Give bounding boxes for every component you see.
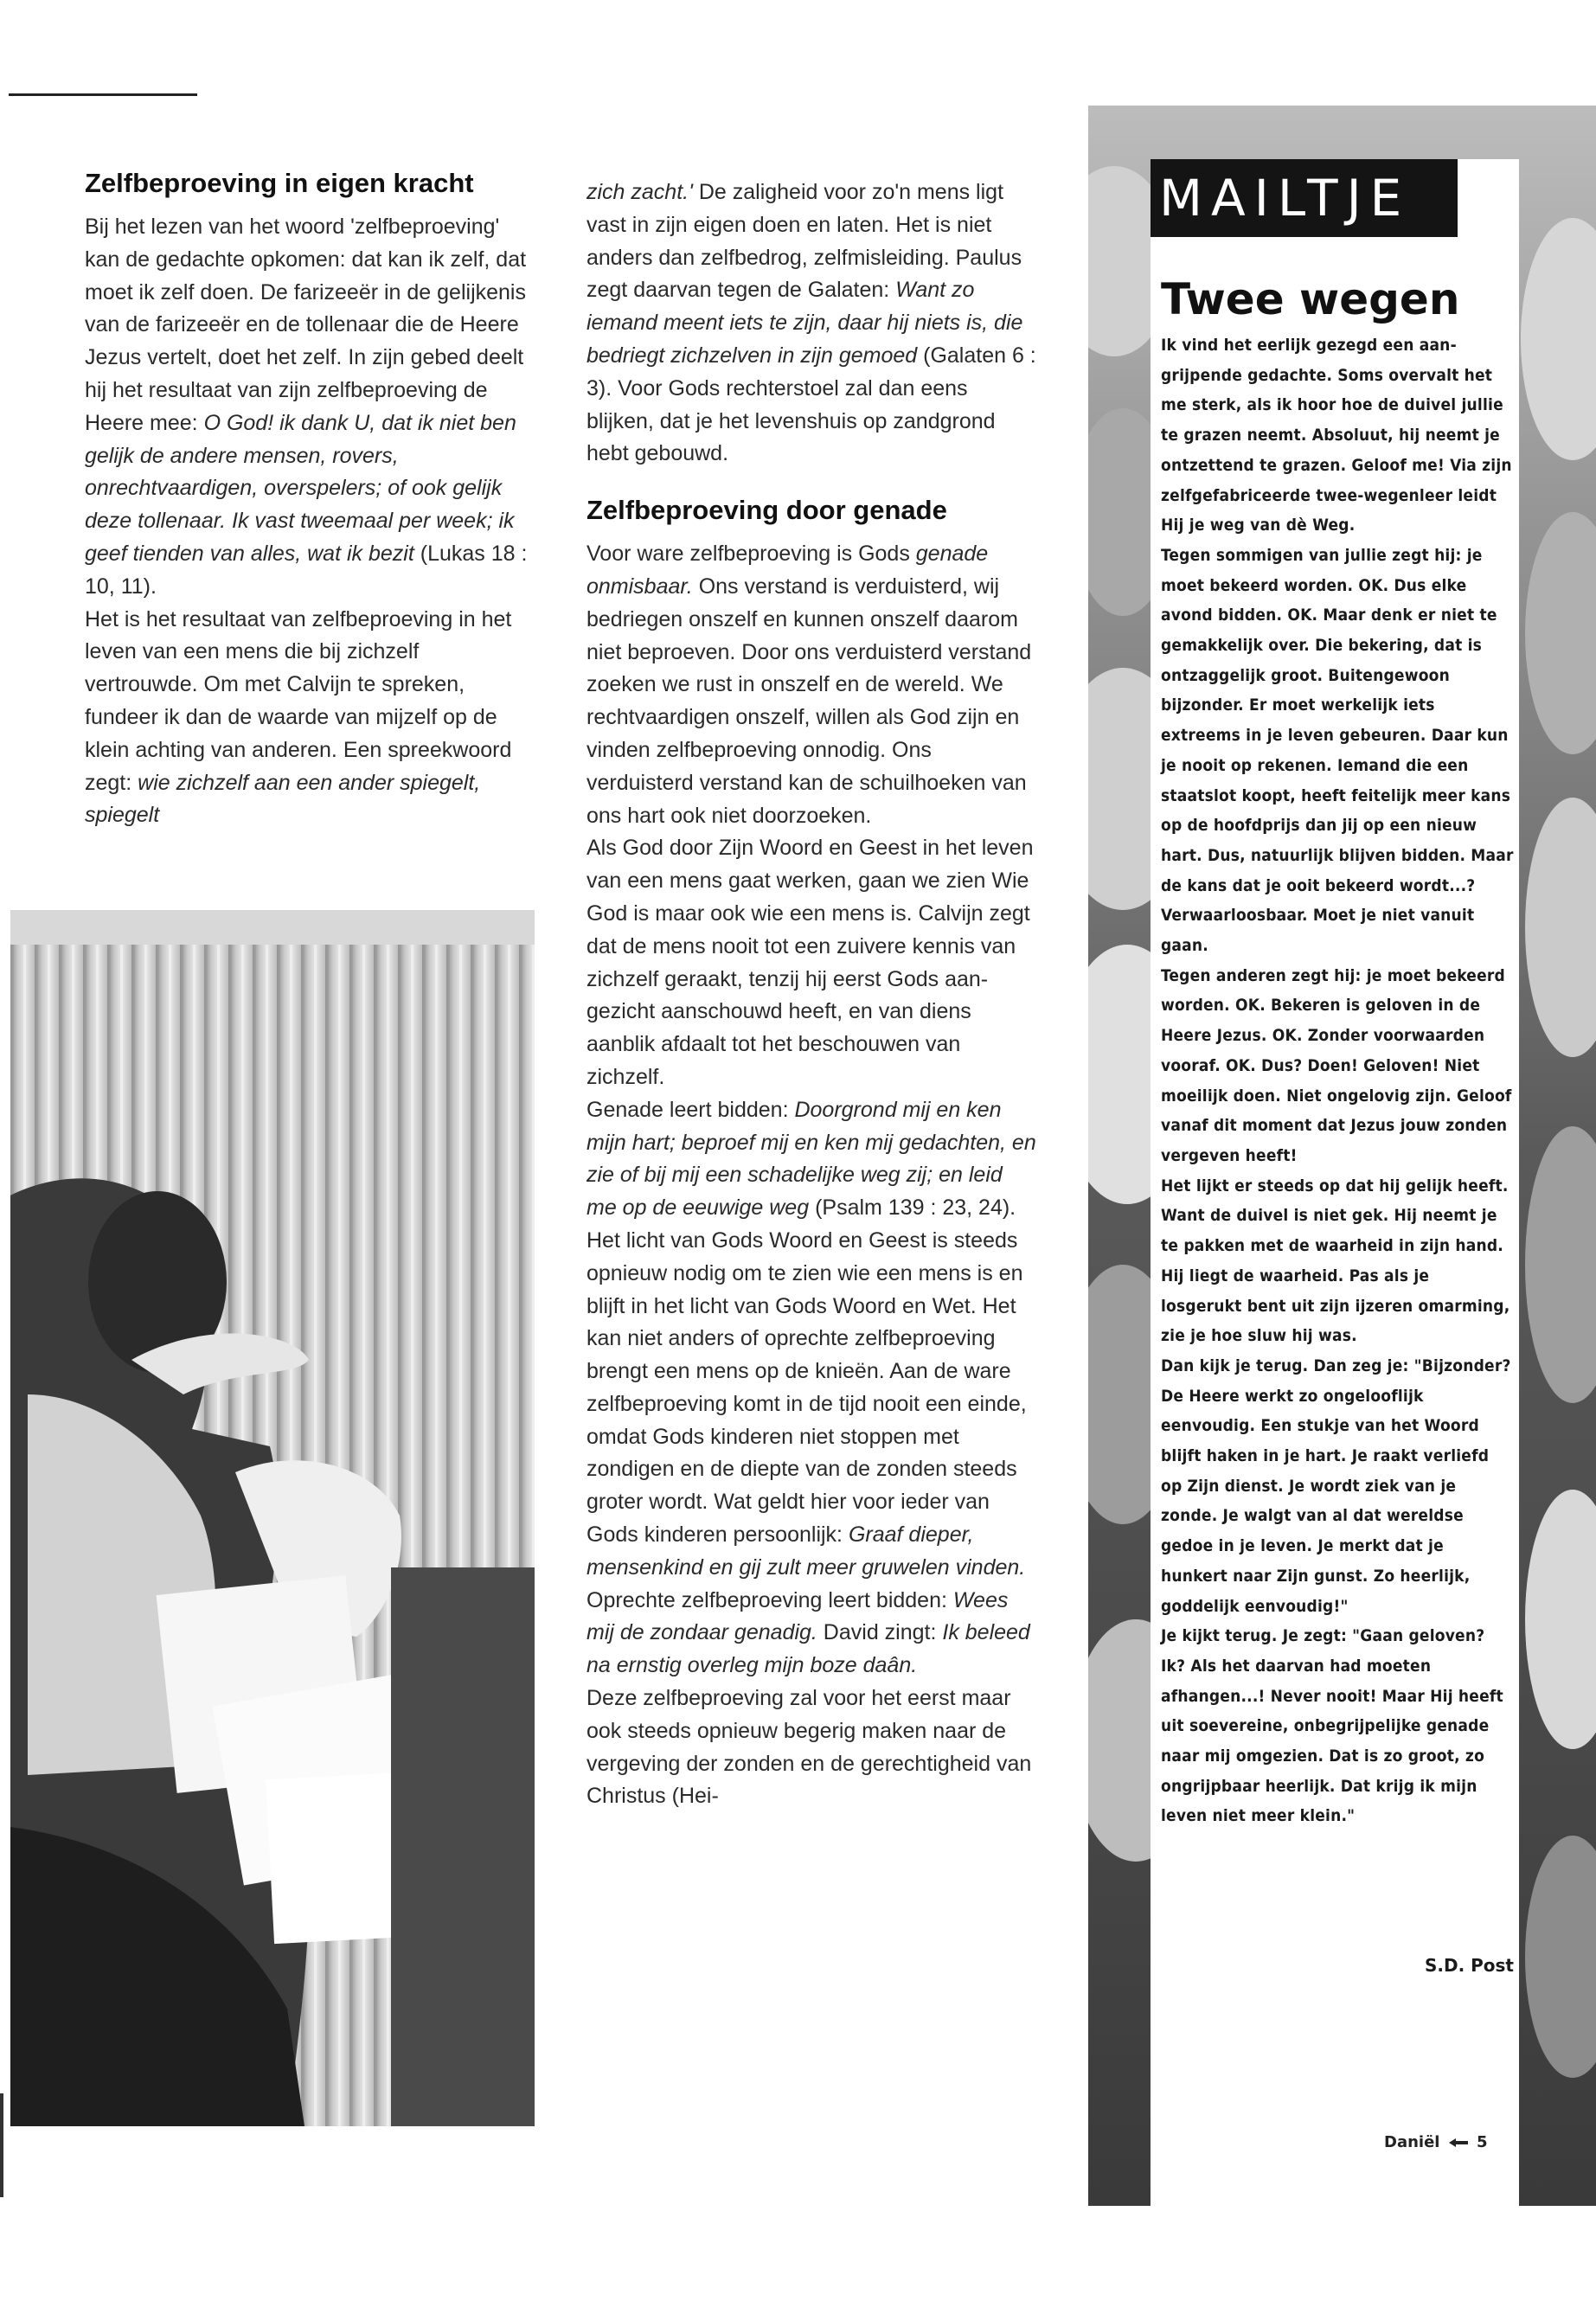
sidebar-paragraph: Dan kijk je terug. Dan zeg je: "Bijzonder? De Heere werkt zo ongelooflijk eenvoudig. Een stukje van het Woord blijft haken in je hart. Je raakt verliefd op Zijn dienst. Je wordt ziek van je zonde. Je walgt van al dat wereldse gedoe in je leven. Je merkt dat je hunkert naar Zijn gunst. Zo heerlijk, goddelijk eenvoudig!" <box>1161 1356 1511 1616</box>
sidebar-paragraph: Ik vind het eerlijk gezegd een aangrijpende gedachte. Soms overvalt het me sterk, als ik hoor hoe de duivel jullie te grazen neemt. Absoluut, hij neemt je ontzettend te grazen. Geloof me! Via zijn zelfgefabriceerde twee-wegenleer leidt Hij je weg van dè Weg. <box>1161 336 1512 535</box>
mailtje-sidebar <box>1088 97 1596 2206</box>
col2-paragraph-2: Voor ware zelfbeproeving is Gods genade onmisbaar. Ons verstand is verduisterd, wij bedriegen onszelf en kunnen onszelf daarom niet beproeven. Door ons verduisterd verstand zoeken we rust in onszelf en de wereld. We rechtvaardigen onszelf, willen als God zijn en vinden zelfbeproeving onnodig. Ons verduisterd verstand kan de schuilhoeken van ons hart ook niet doorzoeken. <box>586 542 1032 828</box>
sidebar-paragraph: Tegen anderen zegt hij: je moet bekeerd worden. OK. Bekeren is geloven in de Heere Jezus. OK. Zonder voorwaarden vooraf. OK. Dus? Doen! Geloven! Niet moeilijk doen. Niet ongelovig zijn. Geloof vanaf dit moment dat Jezus jouw zonden vergeven heeft! <box>1161 965 1512 1165</box>
sidebar-title: Twee wegen <box>1161 274 1460 324</box>
column-1 <box>85 166 535 832</box>
col1-paragraph-2: Het is het resultaat van zelfbeproeving in het leven van een mens die bij zichzelf vertrouwde. Om met Calvijn te spreken, fundeer ik dan de waarde van mijzelf op de klein achting van anderen. Een spreekwoord zegt: wie zichzelf aan een ander spiegelt, spiegelt <box>85 606 512 828</box>
page-number: 5 <box>1477 2133 1488 2151</box>
section-heading-door-genade: Zelfbeproeving door genade <box>586 495 947 526</box>
page-footer <box>1384 2133 1488 2151</box>
col2-paragraph-5: Oprechte zelfbeproeving leert bidden: Wees mij de zondaar genadig. David zingt: Ik beleed na ernstig overleg mijn boze daân. <box>586 1587 1030 1678</box>
top-rule <box>9 93 197 96</box>
col2-paragraph-1: zich zacht.' De zaligheid voor zo'n mens ligt vast in zijn eigen doen en laten. Het is niet anders dan zelfbedrog, zelfmisleiding. Paulus zegt daarvan tegen de Galaten: Want zo iemand meent iets te zijn, daar hij niets is, die bedriegt zichzelven in zijn gemoed (Galaten 6 : 3). Voor Gods rechterstoel zal dan eens blijken, dat je het levenshuis op zandgrond hebt gebouwd. <box>586 180 1036 466</box>
mailtje-label: MAILTJE <box>1151 159 1458 237</box>
sidebar-paragraph: Het lijkt er steeds op dat hij gelijk heeft. Want de duivel is niet gek. Hij neemt je te pakken met de waarheid in zijn hand. Hij liegt de waarheid. Pas als je losgerukt bent uit zijn ijzeren omarming, zie je hoe sluw hij was. <box>1161 1176 1510 1346</box>
col2-paragraph-6: Deze zelfbeproeving zal voor het eerst maar ook steeds opnieuw begerig maken naar de vergeving der zonden en de gerechtigheid van Christus (Hei- <box>586 1686 1032 1809</box>
sidebar-paragraph: Je kijkt terug. Je zegt: "Gaan geloven? Ik? Als het daarvan had moeten afhangen...! Never nooit! Maar Hij heeft uit soevereine, onbegrijpelijke genade naar mij omgezien. Dat is zo groot, zo ongrijpbaar heerlijk. Dat krijg ik mijn leven niet meer klein." <box>1161 1626 1503 1826</box>
sidebar-paragraph: Tegen sommigen van jullie zegt hij: je moet bekeerd worden. OK. Dus elke avond bidden. OK. Maar denk er niet te gemakkelijk over. Die bekering, dat is ontzaggelijk groot. Buitengewoon bijzonder. Er moet werkelijk iets extreems in je leven gebeuren. Daar kun je nooit op rekenen. Iemand die een staatslot koopt, heeft feitelijk meer kans op de hoofdprijs dan jij op een nieuw hart. Dus, natuurlijk blijven bidden. Maar de kans dat je ooit bekeerd wordt...? Verwaarloosbaar. Moet je niet vanuit gaan. <box>1161 545 1514 956</box>
page-edge-mark <box>0 2093 3 2197</box>
magazine-name: Daniël <box>1384 2133 1440 2151</box>
col2-paragraph-4: Genade leert bidden: Doorgrond mij en ken mijn hart; beproef mij en ken mij gedachten, en zie of bij mij een schadelijke weg zij; en leid me op de eeuwige weg (Psalm 139 : 23, 24). Het licht van Gods Woord en Geest is steeds opnieuw nodig om te zien wie een mens is en blijft in het licht van Gods Woord en Wet. Het kan niet anders of oprechte zelfbeproeving brengt een mens op de knieën. Aan de ware zelfbeproeving komt in de tijd nooit een einde, omdat Gods kinderen niet stoppen met zondigen en de diepte van de zonden steeds groter wordt. Wat geldt hier voor ieder van Gods kinderen persoonlijk: Graaf dieper, mensenkind en gij zult meer gruwelen vinden. <box>586 1097 1036 1580</box>
col1-paragraph-1: Bij het lezen van het woord 'zelfbeproeving' kan de gedachte opkomen: dat kan ik zelf, dat moet ik zelf doen. De farizeeër in de gelijkenis van de farizeeër en de tollenaar die de Heere Jezus vertelt, doet het zelf. In zijn gebed deelt hij het resultaat van zijn zelfbeproeving de Heere mee: O God! ik dank U, dat ik niet ben gelijk de andere mensen, rovers, onrechtvaardigen, overspelers; of ook gelijk deze tollenaar. Ik vast tweemaal per week; ik geef tienden van alles, wat ik bezit (Lukas 18 : 10, 11). <box>85 215 528 599</box>
photo-person-reading <box>10 910 535 2126</box>
arrow-mark-icon <box>1449 2138 1468 2148</box>
col2-paragraph-3: Als God door Zijn Woord en Geest in het leven van een mens gaat werken, gaan we zien Wie God is maar ook wie een mens is. Calvijn zegt dat de mens nooit tot een zuivere kennis van zichzelf geraakt, tenzij hij eerst Gods aangezicht aanschouwd heeft, en van diens aanblik afdaalt tot het beschouwen van zichzelf. <box>586 836 1034 1089</box>
sidebar-body <box>1161 330 1514 1831</box>
column-2 <box>586 176 1036 1813</box>
section-heading-eigen-kracht: Zelfbeproeving in eigen kracht <box>85 168 474 198</box>
photo-image <box>10 910 535 2126</box>
author-signature: S.D. Post <box>1424 1955 1514 1976</box>
